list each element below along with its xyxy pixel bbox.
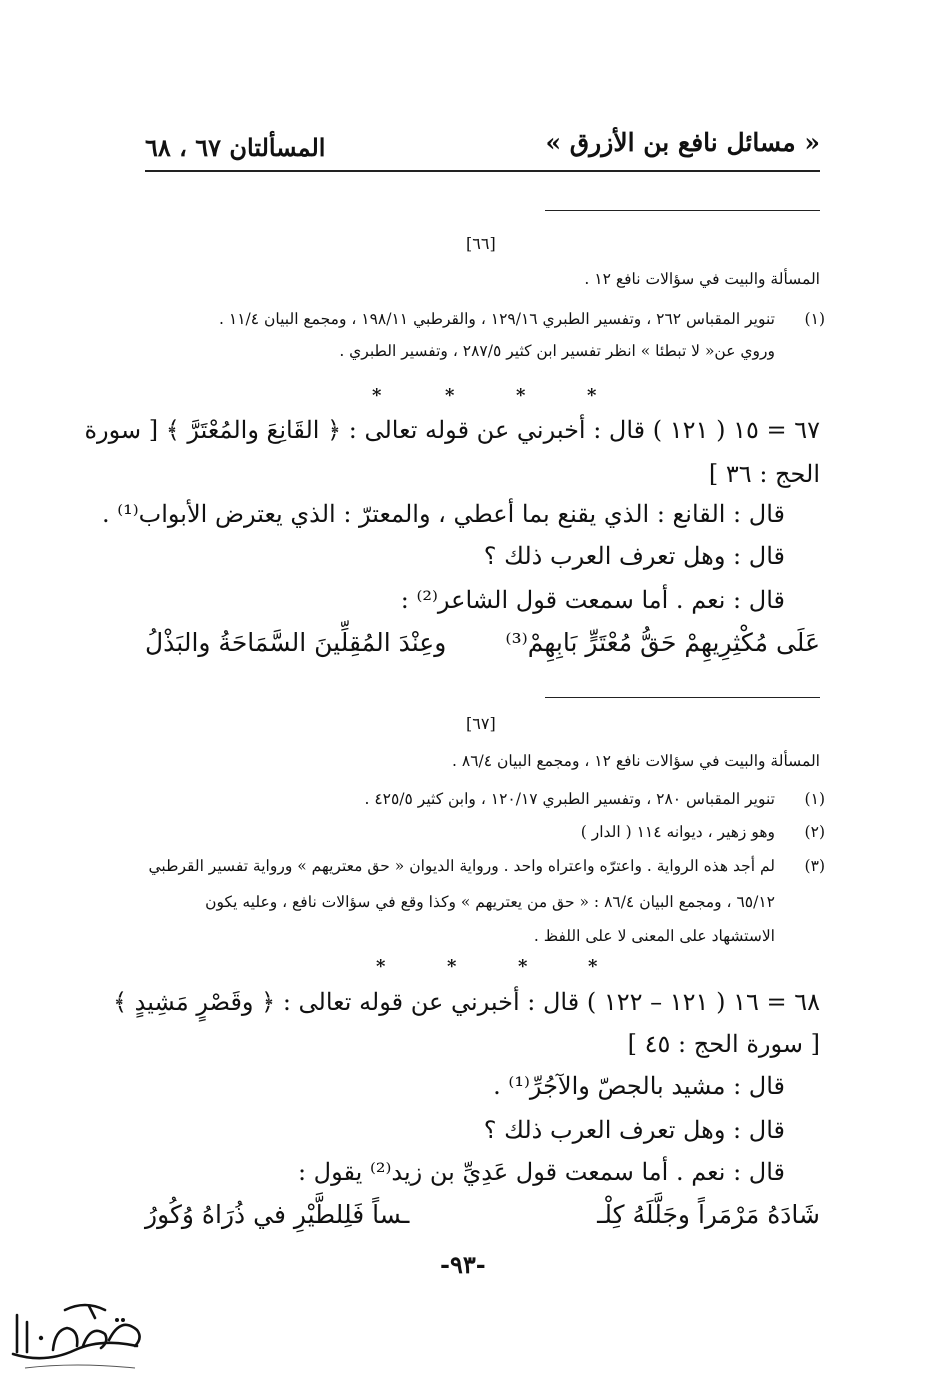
- running-title: « مسائل نافع بن الأزرق »: [545, 128, 820, 157]
- dialogue-line: قال : نعم . أما سمعت قول عَدِيِّ بن زيد⁽²⁾ يقول :: [297, 1158, 785, 1186]
- separator-star: *: [587, 385, 597, 406]
- entry-heading-cont: الحج : ٣٦ ]: [708, 460, 820, 488]
- dialogue-line: قال : مشيد بالجصّ والآجُرِّ⁽¹⁾ .: [493, 1072, 785, 1100]
- footnote-rule: [545, 697, 820, 698]
- entry-heading-cont: [ سورة الحج : ٤٥ ]: [627, 1030, 820, 1058]
- footnote-rule: [545, 210, 820, 211]
- dialogue-line: قال : وهل تعرف العرب ذلك ؟: [483, 1116, 785, 1144]
- footnote-label: (١): [804, 790, 825, 808]
- separator-star: *: [372, 385, 382, 406]
- footnote-intro: المسألة والبيت في سؤالات نافع ١٢ ، ومجمع البيان ٨٦/٤ .: [452, 752, 820, 770]
- footnote-text: تنوير المقباس ٢٨٠ ، وتفسير الطبري ١٢٠/١٧ ، وابن كثير ٤٢٥/٥ .: [364, 790, 775, 808]
- footnote-text: تنوير المقباس ٢٦٢ ، وتفسير الطبري ١٢٩/١٦ ، والقرطبي ١٩٨/١١ ، ومجمع البيان ١١/٤ .: [219, 310, 775, 328]
- verse-second-hemistich: ـساً فَلِلطَّيْرِ في ذُرَاهُ وُكُورُ: [145, 1200, 410, 1229]
- dialogue-line: قال : نعم . أما سمعت قول الشاعر⁽²⁾ :: [400, 586, 785, 614]
- separator-star: *: [588, 956, 598, 977]
- separator-star: *: [447, 956, 457, 977]
- footnote-group-number: [٦٧]: [466, 714, 496, 733]
- footnote-group-number: [٦٦]: [466, 234, 496, 253]
- section-title: المسألتان ٦٧ ، ٦٨: [145, 133, 326, 162]
- page-number: -٩٣-: [440, 1250, 486, 1279]
- footnote-label: (٣): [804, 857, 825, 875]
- separator-stars: [0, 956, 925, 976]
- verse-first-hemistich: عَلَى مُكْثِرِيهِمْ حَقُّ مُعْتَرٍّ بَابِهِمْ⁽³⁾: [505, 628, 820, 657]
- footnote-text: الاستشهاد على المعنى لا على اللفظ .: [533, 927, 775, 945]
- separator-stars: [0, 385, 925, 405]
- footnote-text: لم أجد هذه الرواية . واعترّه واعتراه واحد . ورواية الديوان « حق معتريهم » ورواية تفسير القرطبي: [148, 857, 775, 875]
- footnote-label: (١): [804, 310, 825, 328]
- separator-star: *: [518, 956, 528, 977]
- entry-heading: ٦٨ = ١٦ ( ١٢١ – ١٢٢ ) قال : أخبرني عن قوله تعالى : ﴿ وقَصْرٍ مَشِيدٍ ﴾: [112, 988, 820, 1016]
- separator-star: *: [376, 956, 386, 977]
- footnote-text: وروي عن« لا تبطئا » انظر تفسير ابن كثير ٢٨٧/٥ ، وتفسير الطبري .: [339, 342, 775, 360]
- footnote-label: (٢): [804, 823, 825, 841]
- calligraphy-logo: [5, 1290, 155, 1375]
- dialogue-line: قال : وهل تعرف العرب ذلك ؟: [483, 542, 785, 570]
- footnote-intro: المسألة والبيت في سؤالات نافع ١٢ .: [584, 270, 820, 288]
- entry-heading: ٦٧ = ١٥ ( ١٢١ ) قال : أخبرني عن قوله تعالى : ﴿ القَانِعَ والمُعْتَرَّ ﴾ [ سورة: [84, 416, 820, 444]
- header-rule: [145, 170, 820, 172]
- footnote-text: وهو زهير ، ديوانه ١١٤ ( الدار ): [580, 823, 775, 841]
- dialogue-line: قال : القانع : الذي يقنع بما أعطي ، والمعترّ : الذي يعترض الأبواب⁽¹⁾ .: [101, 500, 785, 528]
- separator-star: *: [516, 385, 526, 406]
- footnote-text: ٦٥/١٢ ، ومجمع البيان ٨٦/٤ : « حق من يعتريهم » وكذا وقع في سؤالات نافع ، وعليه يكون: [205, 893, 775, 911]
- verse-first-hemistich: شَادَهُ مَرْمَراً وجَلَّلَهُ كِلْـ: [597, 1200, 820, 1229]
- separator-star: *: [445, 385, 455, 406]
- verse-second-hemistich: وعِنْدَ المُقِلِّينَ السَّمَاحَةُ والبَذْلُ: [145, 628, 447, 657]
